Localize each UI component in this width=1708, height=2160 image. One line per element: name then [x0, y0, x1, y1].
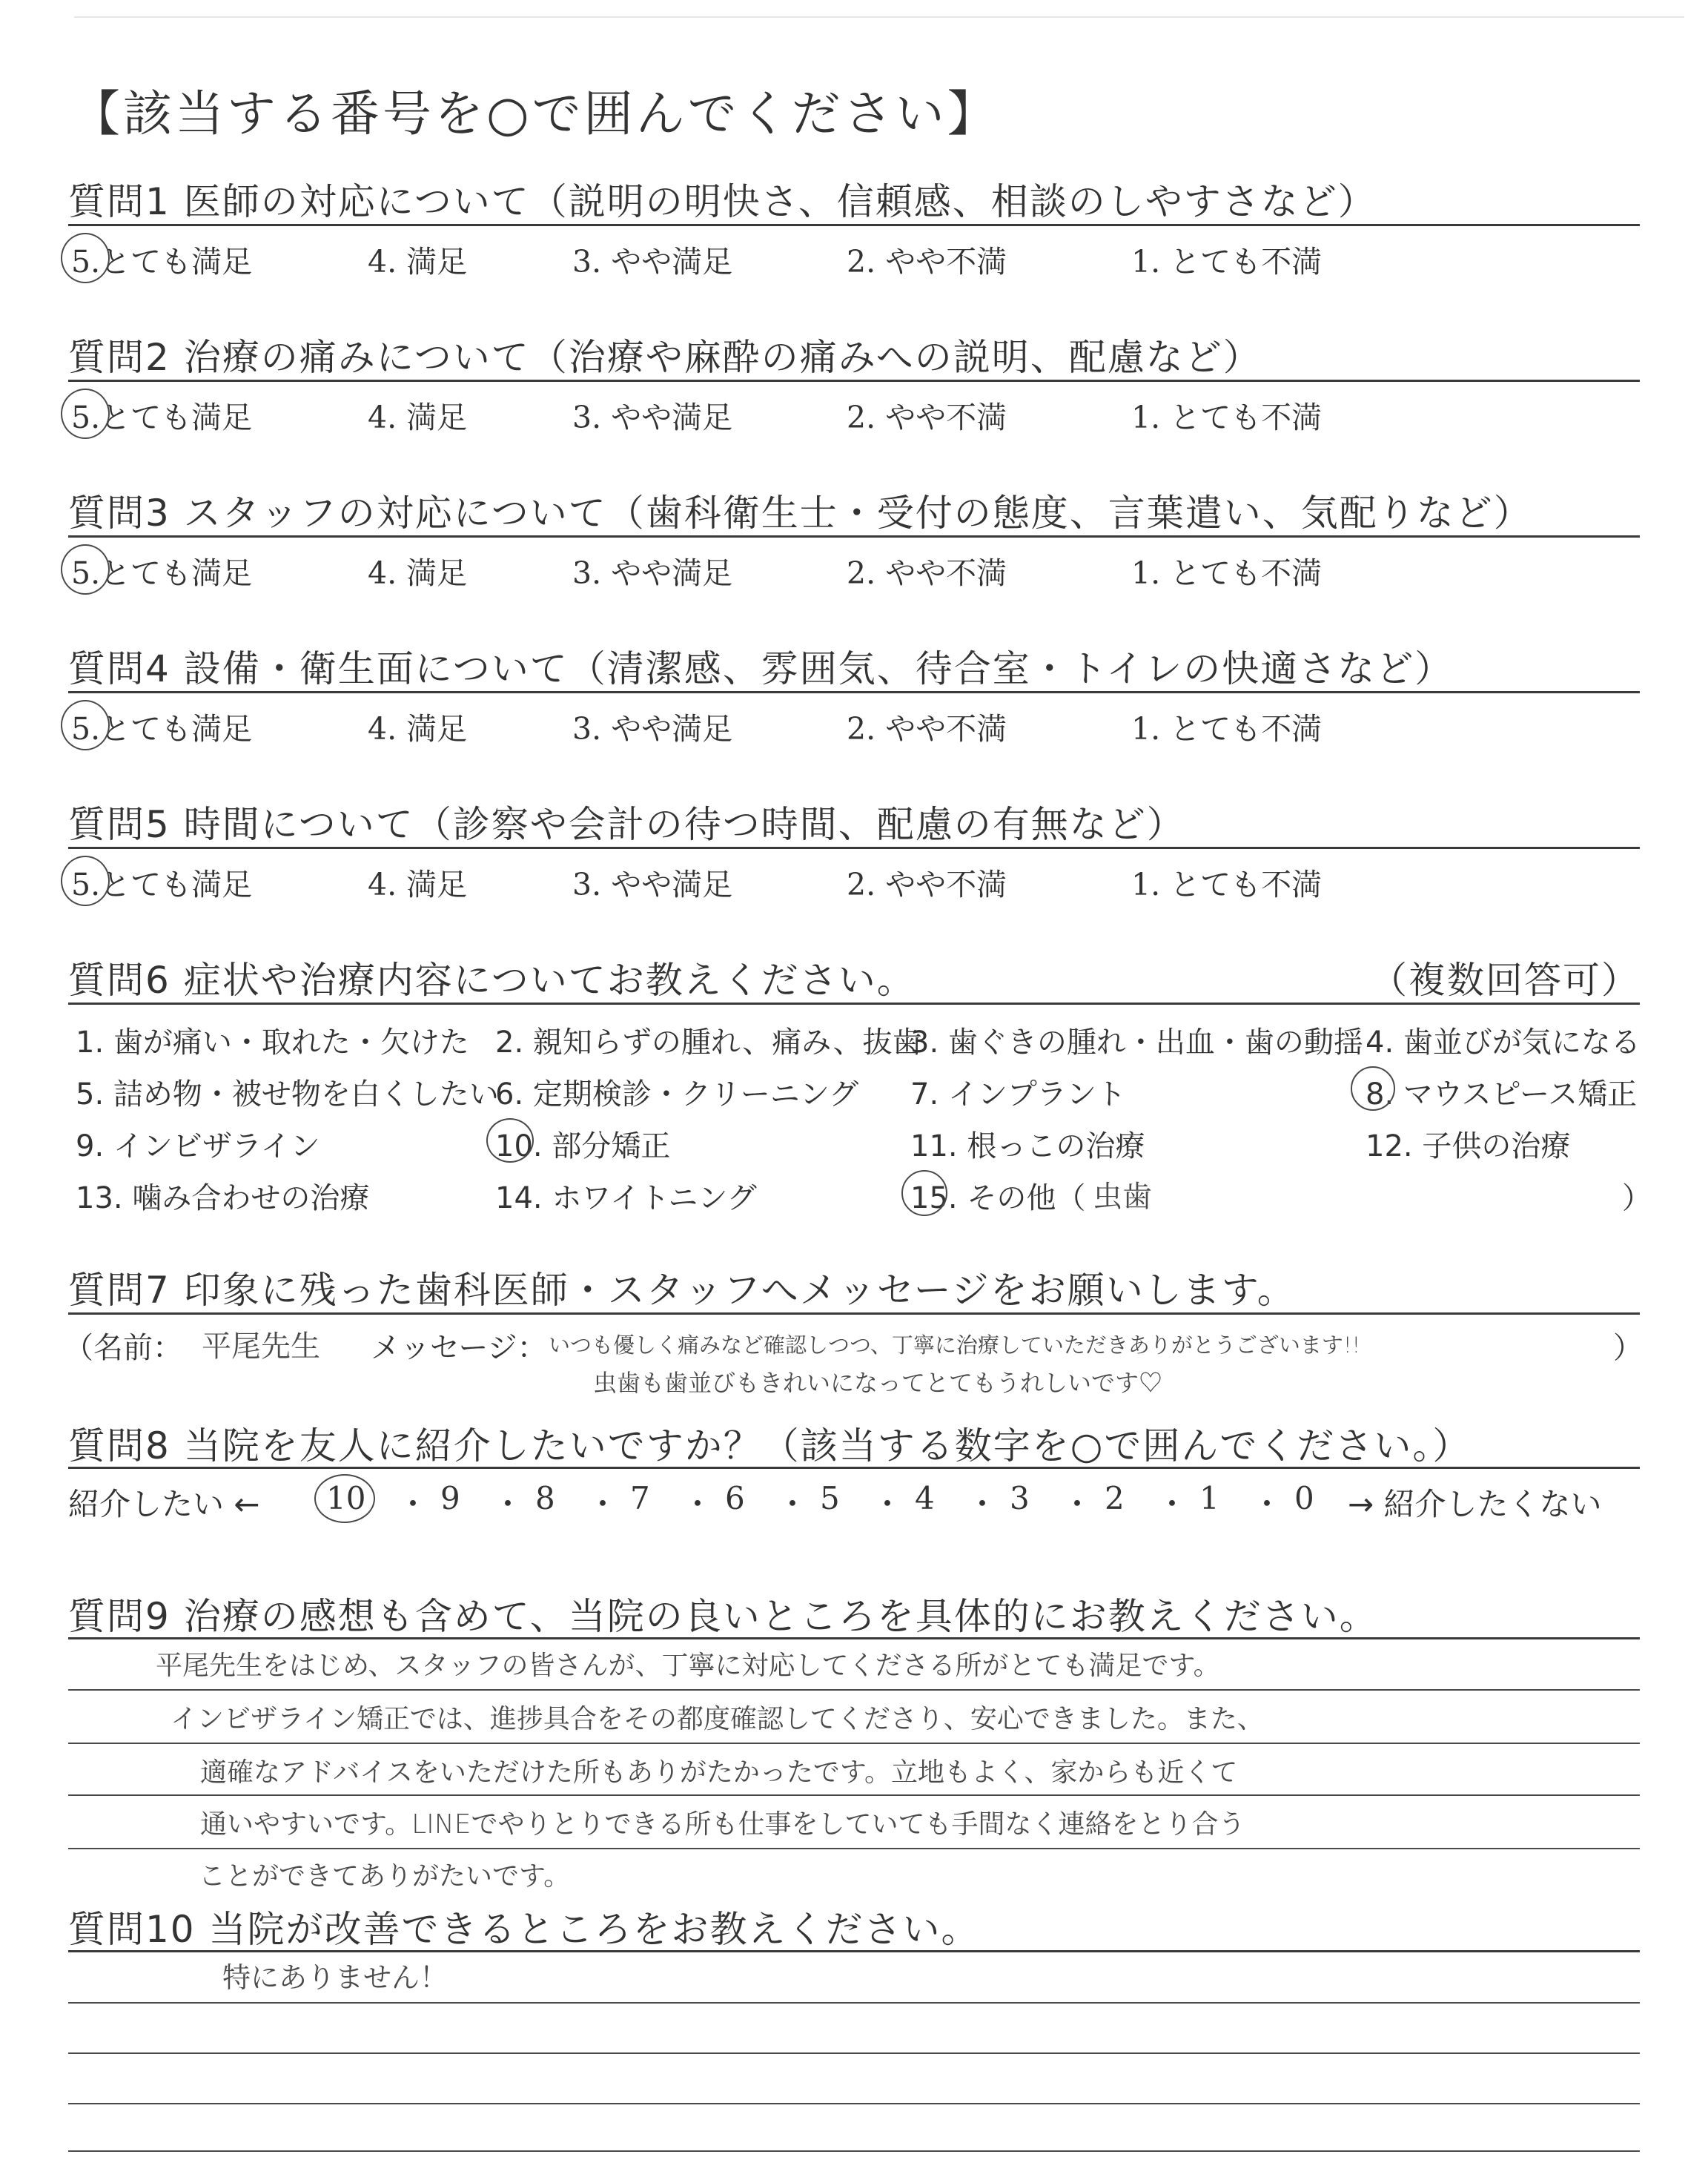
q3-selection-circle — [61, 544, 110, 595]
q8-scale-0[interactable]: 0 — [1294, 1480, 1314, 1516]
q4-selection-circle — [61, 700, 110, 750]
q6-item-8-circle — [1351, 1066, 1395, 1111]
q8-scale-2[interactable]: 2 — [1105, 1480, 1125, 1516]
q6-item-6[interactable]: 6. 定期検診・クリーニング — [495, 1077, 859, 1112]
q3-rule — [68, 535, 1640, 538]
q7-message-line-2: 虫歯も歯並びもきれいになってとてもうれしいです♡ — [593, 1369, 1163, 1397]
q6-item-12[interactable]: 12. 子供の治療 — [1366, 1129, 1571, 1163]
q6-item-4[interactable]: 4. 歯並びが気になる — [1366, 1025, 1641, 1060]
q3-opt-2[interactable]: 2. やや不満 — [847, 555, 1007, 591]
q8-left-label: 紹介したい ← — [68, 1486, 260, 1522]
q8-scale-6[interactable]: 6 — [725, 1480, 745, 1516]
q7-name-handwritten: 平尾先生 — [202, 1330, 320, 1364]
q5-opt-3[interactable]: 3. やや満足 — [572, 867, 733, 902]
q1-opt-3[interactable]: 3. やや満足 — [572, 244, 733, 280]
q1-opt-4[interactable]: 4. 満足 — [368, 244, 468, 280]
q10-label: 質問10 当院が改善できるところをお教えください。 — [68, 1908, 980, 1951]
q5-selection-circle — [61, 856, 110, 906]
q8-scale-10[interactable]: 10 — [326, 1480, 366, 1516]
q6-item-15-circle — [901, 1170, 947, 1216]
q1-opt-2[interactable]: 2. やや不満 — [847, 244, 1007, 280]
page-top-edge — [74, 16, 1684, 18]
q1-selection-circle — [61, 233, 110, 283]
q1-opt-5[interactable]: 5.とても満足 — [71, 244, 253, 280]
q9-answer-line-5: ことができてありがたいです。 — [199, 1861, 571, 1892]
q2-rule — [68, 380, 1640, 382]
q9-answer-line-4: 通いやすいです。LINEでやりとりできる所も仕事をしていても手間なく連絡をとり合う — [200, 1809, 1245, 1840]
q7-name-label: （名前： — [64, 1331, 182, 1365]
q9-rule — [68, 1637, 1640, 1639]
q3-opt-5[interactable]: 5.とても満足 — [71, 555, 253, 591]
q2-opt-2[interactable]: 2. やや不満 — [847, 400, 1007, 435]
q9-answer-line-3: 適確なアドバイスをいただけた所もありがたかったです。立地もよく、家からも近くて — [200, 1757, 1238, 1788]
q8-scale-3[interactable]: 3 — [1010, 1480, 1030, 1516]
q5-label: 質問5 時間について（診察や会計の待つ時間、配慮の有無など） — [68, 803, 1185, 846]
q1-opt-1[interactable]: 1. とても不満 — [1131, 244, 1323, 280]
q8-scale-7[interactable]: 7 — [630, 1480, 650, 1516]
q7-close-paren: ） — [1613, 1331, 1643, 1365]
q5-opt-1[interactable]: 1. とても不満 — [1131, 867, 1323, 902]
q8-right-label: → 紹介したくない — [1348, 1486, 1602, 1522]
q6-item-7[interactable]: 7. インプラント — [910, 1077, 1126, 1112]
q6-item-3[interactable]: 3. 歯ぐきの腫れ・出血・歯の動揺 — [910, 1025, 1363, 1060]
q6-item-10[interactable]: 10. 部分矯正 — [495, 1129, 671, 1163]
q7-rule — [68, 1312, 1640, 1315]
q8-rule — [68, 1467, 1640, 1469]
q6-note: （複数回答可） — [1370, 959, 1640, 1002]
q6-other-close-paren: ） — [1622, 1181, 1652, 1215]
q6-rule — [68, 1003, 1640, 1005]
q4-opt-4[interactable]: 4. 満足 — [368, 711, 468, 747]
q4-opt-3[interactable]: 3. やや満足 — [572, 711, 733, 747]
q3-label: 質問3 スタッフの対応について（歯科衛生士・受付の態度、言葉遣い、気配りなど） — [68, 492, 1532, 535]
q6-item-10-circle — [486, 1118, 534, 1163]
q8-scale-9[interactable]: 9 — [440, 1480, 460, 1516]
q4-rule — [68, 691, 1640, 693]
q10-rule — [68, 1950, 1640, 1952]
q10-answer-handwritten: 特にありません！ — [222, 1961, 448, 1994]
q9-answer-line-2: インビザライン矯正では、進捗具合をその都度確認してくださり、安心できました。また、 — [171, 1704, 1264, 1734]
q4-label: 質問4 設備・衛生面について（清潔感、雰囲気、待合室・トイレの快適さなど） — [68, 647, 1454, 690]
q2-opt-4[interactable]: 4. 満足 — [368, 400, 468, 435]
q6-label: 質問6 症状や治療内容についてお教えください。 — [68, 959, 916, 1002]
q9-label: 質問9 治療の感想も含めて、当院の良いところを具体的にお教えください。 — [68, 1595, 1378, 1638]
q4-opt-2[interactable]: 2. やや不満 — [847, 711, 1007, 747]
page-title: 【該当する番号を○で囲んでください】 — [71, 85, 999, 142]
q6-item-13[interactable]: 13. 噛み合わせの治療 — [76, 1181, 370, 1215]
q5-opt-2[interactable]: 2. やや不満 — [847, 867, 1007, 902]
q6-item-15[interactable]: 15. その他（ — [910, 1181, 1086, 1215]
q6-item-5[interactable]: 5. 詰め物・被せ物を白くしたい — [76, 1077, 499, 1112]
q2-label: 質問2 治療の痛みについて（治療や麻酔の痛みへの説明、配慮など） — [68, 336, 1262, 379]
q8-label: 質問8 当院を友人に紹介したいですか？（該当する数字を○で囲んでください。） — [68, 1424, 1472, 1467]
q6-item-8[interactable]: 8. マウスピース矯正 — [1366, 1077, 1638, 1112]
q3-opt-4[interactable]: 4. 満足 — [368, 555, 468, 591]
q2-opt-1[interactable]: 1. とても不満 — [1131, 400, 1323, 435]
q6-item-1[interactable]: 1. 歯が痛い・取れた・欠けた — [76, 1025, 469, 1060]
q4-opt-5[interactable]: 5.とても満足 — [71, 711, 253, 747]
q8-scale-5[interactable]: 5 — [820, 1480, 840, 1516]
q3-opt-1[interactable]: 1. とても不満 — [1131, 555, 1323, 591]
q7-label: 質問7 印象に残った歯科医師・スタッフへメッセージをお願いします。 — [68, 1269, 1296, 1312]
q6-item-11[interactable]: 11. 根っこの治療 — [910, 1129, 1145, 1163]
q5-opt-4[interactable]: 4. 満足 — [368, 867, 468, 902]
q9-answer-line-1: 平尾先生をはじめ、スタッフの皆さんが、丁寧に対応してくださる所がとても満足です。 — [156, 1651, 1220, 1681]
q2-selection-circle — [61, 389, 110, 439]
q8-scale-4[interactable]: 4 — [915, 1480, 935, 1516]
q1-rule — [68, 224, 1640, 226]
q3-opt-3[interactable]: 3. やや満足 — [572, 555, 733, 591]
q6-item-14[interactable]: 14. ホワイトニング — [495, 1181, 757, 1215]
q2-opt-3[interactable]: 3. やや満足 — [572, 400, 733, 435]
q6-item-9[interactable]: 9. インビザライン — [76, 1129, 320, 1163]
q2-opt-5[interactable]: 5.とても満足 — [71, 400, 253, 435]
q5-rule — [68, 847, 1640, 849]
q8-scale-8[interactable]: 8 — [535, 1480, 555, 1516]
q7-message-label: メッセージ： — [371, 1331, 547, 1365]
q8-selection-circle — [314, 1474, 375, 1523]
q6-other-handwritten: 虫歯 — [1093, 1180, 1152, 1214]
q1-label: 質問1 医師の対応について（説明の明快さ、信頼感、相談のしやすさなど） — [68, 180, 1377, 223]
q8-scale-1[interactable]: 1 — [1199, 1480, 1219, 1516]
q5-opt-5[interactable]: 5.とても満足 — [71, 867, 253, 902]
q7-message-line-1: いつも優しく痛みなど確認しつつ、丁寧に治療していただきありがとうございます!! — [549, 1332, 1361, 1358]
q6-item-2[interactable]: 2. 親知らずの腫れ、痛み、抜歯 — [495, 1025, 922, 1060]
q4-opt-1[interactable]: 1. とても不満 — [1131, 711, 1323, 747]
